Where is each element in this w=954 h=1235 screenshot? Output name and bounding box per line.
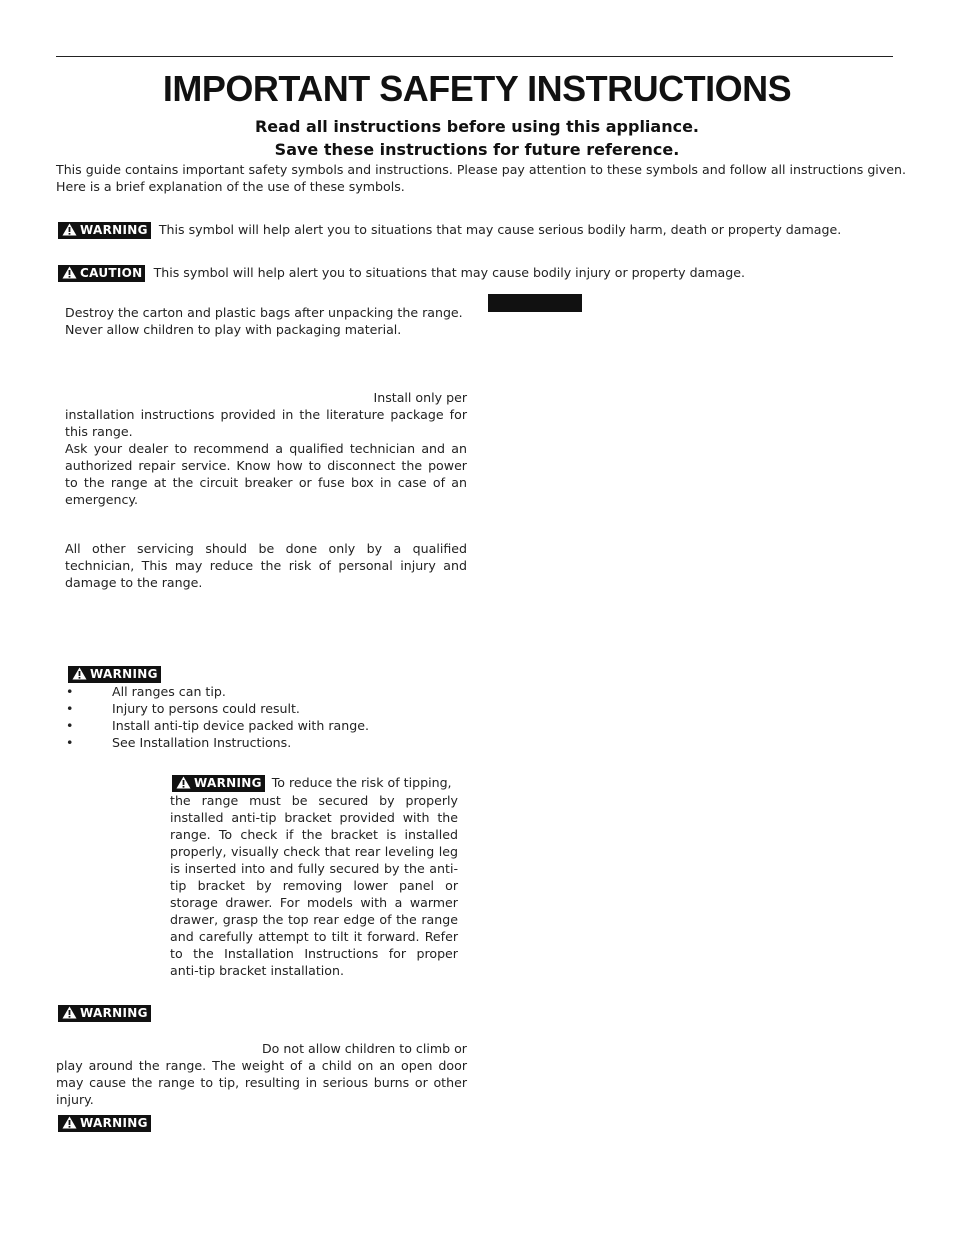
header-rule <box>56 56 893 57</box>
tip-bullet-list <box>56 683 476 751</box>
bullet-dot: • <box>66 684 74 699</box>
warning-triangle-icon <box>62 1116 77 1129</box>
warning-triangle-icon <box>62 223 77 236</box>
warning-symbol-row <box>58 219 841 239</box>
bullet-dot: • <box>66 701 74 716</box>
anti-tip-warning-badge <box>172 775 265 792</box>
warning-triangle-icon <box>176 776 191 789</box>
install-paragraph <box>65 389 467 508</box>
children-warning-badge-text: WARNING <box>80 1006 148 1020</box>
last-warning-label <box>58 1112 151 1132</box>
list-item: • Install anti-tip device packed with range. <box>66 718 369 733</box>
last-warning-badge <box>58 1115 151 1132</box>
warning-triangle-icon <box>62 266 77 279</box>
install-dealer: Ask your dealer to recommend a qualified technician and an authorized repair service. Know how to disconnect the power to the range at the circuit breaker or fuse box in case of an emergency. <box>65 441 467 507</box>
packaging-paragraph <box>65 304 467 338</box>
caution-symbol-text: This symbol will help alert you to situations that may cause bodily injury or property damage. <box>153 265 746 280</box>
intro-paragraph <box>56 161 916 195</box>
install-lead: Install only per <box>373 390 467 405</box>
caution-badge-text: CAUTION <box>80 266 143 280</box>
anti-tip-rest: the range must be secured by properly installed anti-tip bracket provided with the range. To check if the bracket is installed properly, visually check that rear leveling leg is inserted into and fully secured by the anti-tip bracket by removing lower panel or storage drawer. For models with a warmer drawer, grasp the top rear edge of the range and carefully attempt to tilt it forward. Refer to the Installation Instructions for proper anti-tip bracket installation. <box>170 793 458 978</box>
intro-line-1: This guide contains important safety symbols and instructions. Please pay attention to these symbols and follow all instructions given. <box>56 162 906 177</box>
children-warning-label <box>58 1002 151 1022</box>
anti-tip-paragraph <box>170 774 458 979</box>
list-item: • All ranges can tip. <box>66 684 226 699</box>
tip-warning-badge-text: WARNING <box>90 667 158 681</box>
warning-badge-text: WARNING <box>80 223 148 237</box>
caution-symbol-row <box>58 262 745 282</box>
children-paragraph <box>56 1040 467 1108</box>
tip-warning-label <box>68 663 161 683</box>
children-warning-badge <box>58 1005 151 1022</box>
install-rest: installation instructions provided in the literature package for this range. <box>65 407 467 439</box>
warning-badge <box>58 222 151 239</box>
servicing-paragraph: All other servicing should be done only by a qualified technician, This may reduce the risk of personal injury and damage to the range. <box>65 541 467 590</box>
children-rest: play around the range. The weight of a child on an open door may cause the range to tip, resulting in serious burns or other injury. <box>56 1058 467 1107</box>
tip-warning-badge <box>68 666 161 683</box>
warning-triangle-icon <box>62 1006 77 1019</box>
subtitle-read: Read all instructions before using this appliance. <box>254 117 700 136</box>
bullet-dot: • <box>66 735 74 750</box>
caution-badge <box>58 265 145 282</box>
warning-symbol-text: This symbol will help alert you to situations that may cause serious bodily harm, death or property damage. <box>158 222 842 237</box>
packaging-line-1: Destroy the carton and plastic bags after unpacking the range. <box>65 305 463 320</box>
list-item: • See Installation Instructions. <box>66 735 292 750</box>
anti-tip-lead: To reduce the risk of tipping, <box>271 775 452 790</box>
anti-tip-lead-row <box>172 774 458 792</box>
children-lead: Do not allow children to climb or <box>261 1041 467 1056</box>
redaction-bar <box>488 294 582 312</box>
packaging-line-2: Never allow children to play with packaging material. <box>65 322 402 337</box>
list-item: • Injury to persons could result. <box>66 701 300 716</box>
subtitle-save: Save these instructions for future reference. <box>274 140 680 159</box>
page-title: IMPORTANT SAFETY INSTRUCTIONS <box>162 68 792 109</box>
last-warning-badge-text: WARNING <box>80 1116 148 1130</box>
anti-tip-warning-badge-text: WARNING <box>194 776 262 790</box>
bullet-dot: • <box>66 718 74 733</box>
intro-line-2: Here is a brief explanation of the use of these symbols. <box>56 179 405 194</box>
warning-triangle-icon <box>72 667 87 680</box>
